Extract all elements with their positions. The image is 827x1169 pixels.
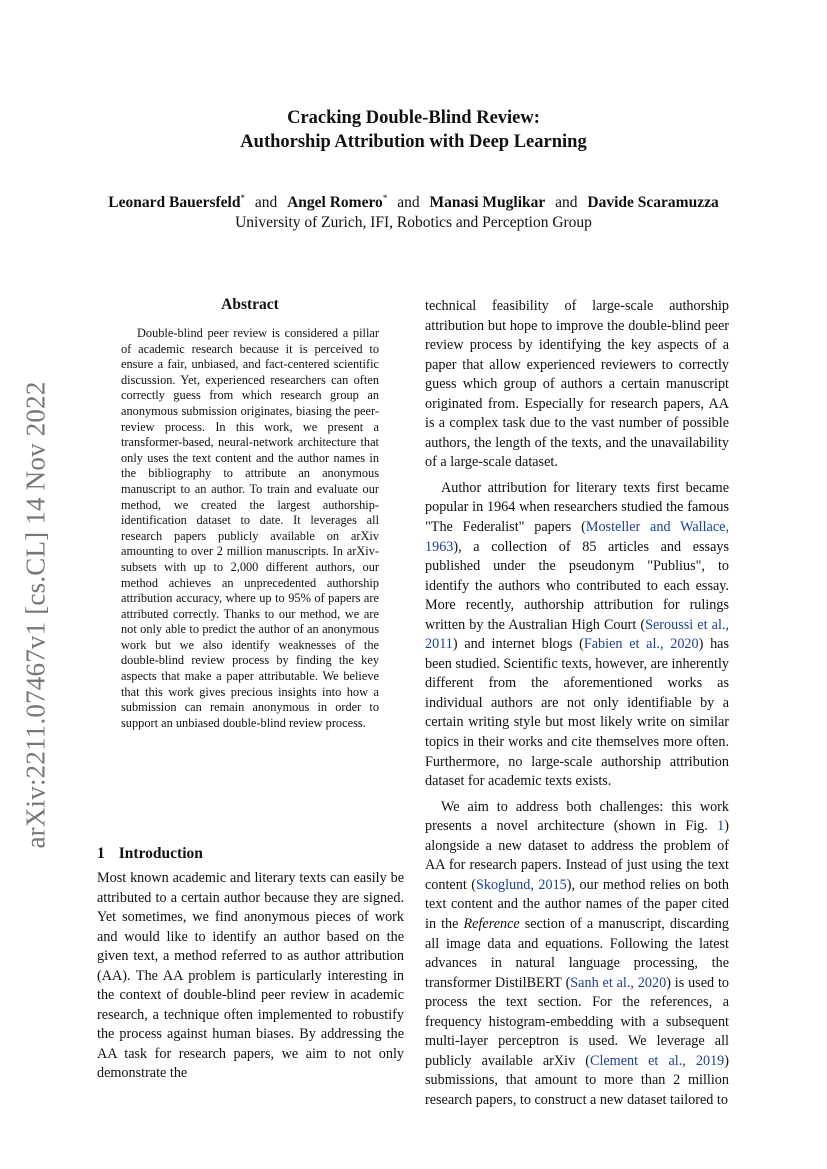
author-separator: and	[397, 194, 420, 211]
author-block	[0, 188, 827, 233]
section-heading	[97, 845, 404, 863]
text-run: Author attribution for literary texts first became popular in 1964 when researchers studied the famous "The Federalist" papers (	[425, 479, 729, 536]
author-list	[0, 188, 827, 213]
arxiv-id: arXiv:2211.07467v1 [cs.CL] 14 Nov 2022	[20, 381, 51, 849]
paper-title	[0, 106, 827, 154]
equal-contrib-mark: *	[240, 193, 245, 203]
affiliation: University of Zurich, IFI, Robotics and Perception Group	[235, 214, 592, 231]
text-run: ) submissions, that amount to more than 2 million research papers, to construct a new dataset tailored to	[425, 1052, 729, 1108]
abstract-body	[121, 326, 379, 731]
text-run: ) and internet blogs (	[452, 636, 584, 653]
citation-link[interactable]: Clement et al., 2019	[589, 1052, 725, 1069]
right-column	[425, 297, 729, 1116]
text-run: ) is used to process the text section. For the references, a frequency histogram-embedding with a subsequent multi-layer perceptron is used. We leverage all publicly available arXiv (	[425, 974, 729, 1069]
citation-link[interactable]: Skoglund, 2015	[475, 876, 567, 893]
equal-contrib-mark: *	[382, 193, 388, 203]
text-run: ) alongside a new dataset to address the problem of AA for research papers. Instead of just using the text content (	[425, 818, 729, 893]
author-separator: and	[555, 194, 578, 211]
title-line-2: Authorship Attribution with Deep Learning	[240, 132, 587, 152]
text-run: We aim to address both challenges: this work presents a novel architecture (shown in Fig.	[425, 798, 729, 835]
abstract-heading: Abstract	[221, 296, 279, 313]
author-1: Leonard Bauersfeld	[108, 194, 241, 211]
title-line-1: Cracking Double-Blind Review:	[287, 108, 540, 128]
right-paragraph-1: technical feasibility of large-scale authorship attribution but hope to improve the double-blind peer review process by identifying the key aspects of a paper that allow experienced reviewers to correctly guess which group of authors a certain manuscript originated from. Especially for research papers, AA is a complex task due to the vast number of possible authors, the length of the texts, and the unavailability of a large-scale dataset.	[425, 298, 729, 471]
abstract-text: Double-blind peer review is considered a pillar of academic research because it is perceived to ensure a fair, unbiased, and fact-centered scientific discussion. Yet, experienced researchers can often correctly guess from which research group an anonymous submission originates, biasing the peer-review process. In this work, we present a transformer-based, neural-network architecture that only uses the text content and the author names in the bibliography to attribute an anonymous manuscript to an author. To train and evaluate our method, we created the largest authorship-identification dataset to date. It leverages all research papers publicly available on arXiv amounting to over 2 million manuscripts. In arXiv-subsets with up to 2,000 different authors, our method achieves an unprecedented authorship attribution accuracy, where up to 95% of papers are attributed correctly. Thanks to our method, we are not only able to predict the author of an anonymous work but we also identify weaknesses of the double-blind review process by finding the key aspects that make a paper attributable. We believe that this work gives precious insights into how a submission can remain anonymous in order to support an unbiased double-blind review process.	[121, 326, 379, 730]
citation-link[interactable]: Mosteller and Wallace, 1963	[425, 519, 729, 555]
section-number: 1	[97, 845, 105, 862]
author-2: Angel Romero	[287, 194, 383, 211]
text-run: ) has been studied. Scientific texts, however, are inherently different from the aforementioned works as individual authors are not only identifiable by a certain writing style but most likely write on similar topics in their works and cite themselves more often. Furthermore, no large-scale authorship attribution dataset for academic texts exists.	[425, 636, 730, 790]
arxiv-sidebar-stamp	[16, 360, 56, 870]
abstract-section	[121, 296, 379, 731]
author-3: Manasi Muglikar	[429, 194, 546, 211]
citation-link[interactable]: Seroussi et al., 2011	[425, 616, 729, 653]
author-4: Davide Scaramuzza	[587, 194, 719, 211]
text-run: section of a manuscript, discarding all image data and equations. Following the latest advances in natural language processing, the transformer DistilBERT (	[425, 915, 729, 991]
citation-link[interactable]: Fabien et al., 2020	[583, 636, 699, 653]
text-run: ), a collection of 85 articles and essays published under the pseudonym "Publius", to identify the authors who contributed to each essay. More recently, authorship attribution for rulings written by the Australian High Court (	[425, 538, 729, 633]
intro-paragraph-1: Most known academic and literary texts can easily be attributed to a certain author because they are signed. Yet sometimes, we find anonymous pieces of work and would like to identify an author based on the given text, a method referred to as author attribution (AA). The AA problem is particularly interesting in the context of double-blind peer review in academic research, a technique often implemented to robustify the process against human biases. By addressing the AA task for research papers, we aim to not only demonstrate the	[97, 870, 404, 1082]
emphasis: Reference	[463, 915, 520, 932]
introduction-section	[97, 845, 404, 1084]
citation-link[interactable]: Sanh et al., 2020	[570, 974, 667, 991]
section-title: Introduction	[118, 845, 203, 862]
author-separator: and	[254, 194, 278, 211]
right-paragraph-3	[425, 798, 729, 1111]
figure-link[interactable]: 1	[717, 818, 725, 835]
right-paragraph-2	[425, 479, 729, 792]
text-run: ), our method relies on both text content and the author names of the paper cited in the	[425, 876, 730, 932]
